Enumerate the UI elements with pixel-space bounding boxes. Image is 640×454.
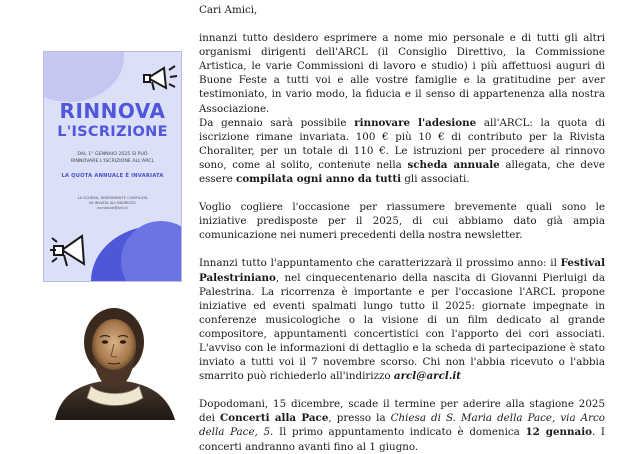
emphasis-text: 12 gennaio: [525, 426, 592, 439]
paragraph-wishes: [199, 31, 605, 116]
body-text: . I concerti andranno avanti fino al 1 giugno.: [199, 426, 605, 453]
promo-email: iscrizione@arcl.it: [97, 206, 128, 211]
body-text: gli associati.: [401, 173, 470, 186]
body-text: , nel cinquecentenario della nascita di Giovanni Pierluigi da Palestrina. La ricorrenza è importante e per l'occasione l'ARCL propone iniziative ed eventi spalmati lungo tutto il 2025: giornate impegnate in conferenze musicologiche o la visione di un film dedicato al grande compositore, appuntamenti concertistici con l'apporto dei cori associati. L'avviso con le informazioni di dettaglio e la scheda di partecipazione è stato inviato a tutti voi il 7 novembre scorso. Chi non l'abbia ricevuto o l'abbia smarrito può richiederlo all'indirizzo: [199, 271, 605, 383]
promo-title-line2: L'ISCRIZIONE: [57, 124, 168, 140]
emphasis-text: Chiesa di S. Maria della Pace, via Arco della Pace, 5: [199, 412, 605, 439]
emphasis-text: Concerti alla Pace: [220, 412, 329, 425]
body-text: , presso la: [328, 412, 391, 425]
promo-title: [44, 101, 181, 143]
body-text: Innanzi tutto l'appuntamento che caratterizzarà il prossimo anno: il: [199, 257, 561, 270]
body-text: Voglio cogliere l'occasione per riassumere brevemente quali sono le iniziative predisposte per il 2025, di cui abbiamo dato già ampia comunicazione nei numeri precedenti della nostra newsletter.: [199, 201, 605, 242]
promo-subtitle-line2: RINNOVARE L'ISCRIZIONE ALL'ARCL: [70, 158, 155, 164]
emphasis-text: Festival Palestriniano: [199, 257, 605, 284]
body-text: . Il primo appuntamento indicato è domenica: [270, 426, 526, 439]
body-text: all'ARCL: la quota di iscrizione rimane invariata. 100 € più 10 € di contributo per la Rivista Choraliter, per un totale di 110 €. Le istruzioni per procedere al rinnovo sono, come al solito, contenute nella: [199, 116, 605, 171]
megaphone-icon: [142, 58, 182, 98]
emphasis-text: compilata ogni anno da tutti: [236, 173, 402, 186]
promo-instructions-line2: VA INVIATA ALL'INDIRIZZO: [88, 201, 137, 206]
promo-subtitle: [50, 152, 175, 165]
emphasis-text: scheda annuale: [407, 158, 500, 171]
paragraph-renewal: [199, 116, 605, 186]
letter-body: [199, 3, 605, 454]
body-text: Da gennaio sarà possibile: [199, 116, 355, 129]
promo-fee-note: LA QUOTA ANNUALE È INVARIATA: [61, 173, 164, 179]
promo-instructions-line1: LA SCHEDA, DEBITAMENTE COMPILATA: [77, 196, 148, 200]
promo-subtitle-line1: DAL 1° GENNAIO 2025 SI PUÒ: [77, 152, 148, 157]
emphasis-text: arcl@arcl.it: [393, 370, 462, 383]
paragraph-concerts: [199, 397, 605, 453]
decor-blob: [43, 51, 124, 102]
promo-title-line1: RINNOVA: [59, 99, 166, 123]
emphasis-text: rinnovare l'adesione: [354, 116, 477, 129]
body-text: allegata, che deve essere: [199, 158, 605, 186]
body-text: innanzi tutto desidero esprimere a nome mio personale e di tutti gli altri organismi dirigenti dell'ARCL (il Consiglio Direttivo, la Commissione Artistica, le varie Commissioni di lavoro e studio) i più affettuosi auguri di Buone Feste a tutti voi e alle vostre famiglie e la gratitudine per aver testimoniato, in vario modo, la fiducia e il senso di appartenenza alla nostra Associazione.: [199, 32, 605, 115]
paragraph-initiatives: [199, 200, 605, 242]
paragraph-festival: [199, 256, 605, 383]
body-text: Dopodomani, 15 dicembre, scade il termine per aderire alla stagione 2025 dei: [199, 398, 605, 425]
megaphone-icon: [48, 228, 94, 274]
renew-membership-card: [43, 51, 182, 282]
promo-instructions: [50, 196, 175, 212]
portrait-engraving: [43, 300, 185, 420]
letter-greeting: Cari Amici,: [199, 4, 258, 16]
